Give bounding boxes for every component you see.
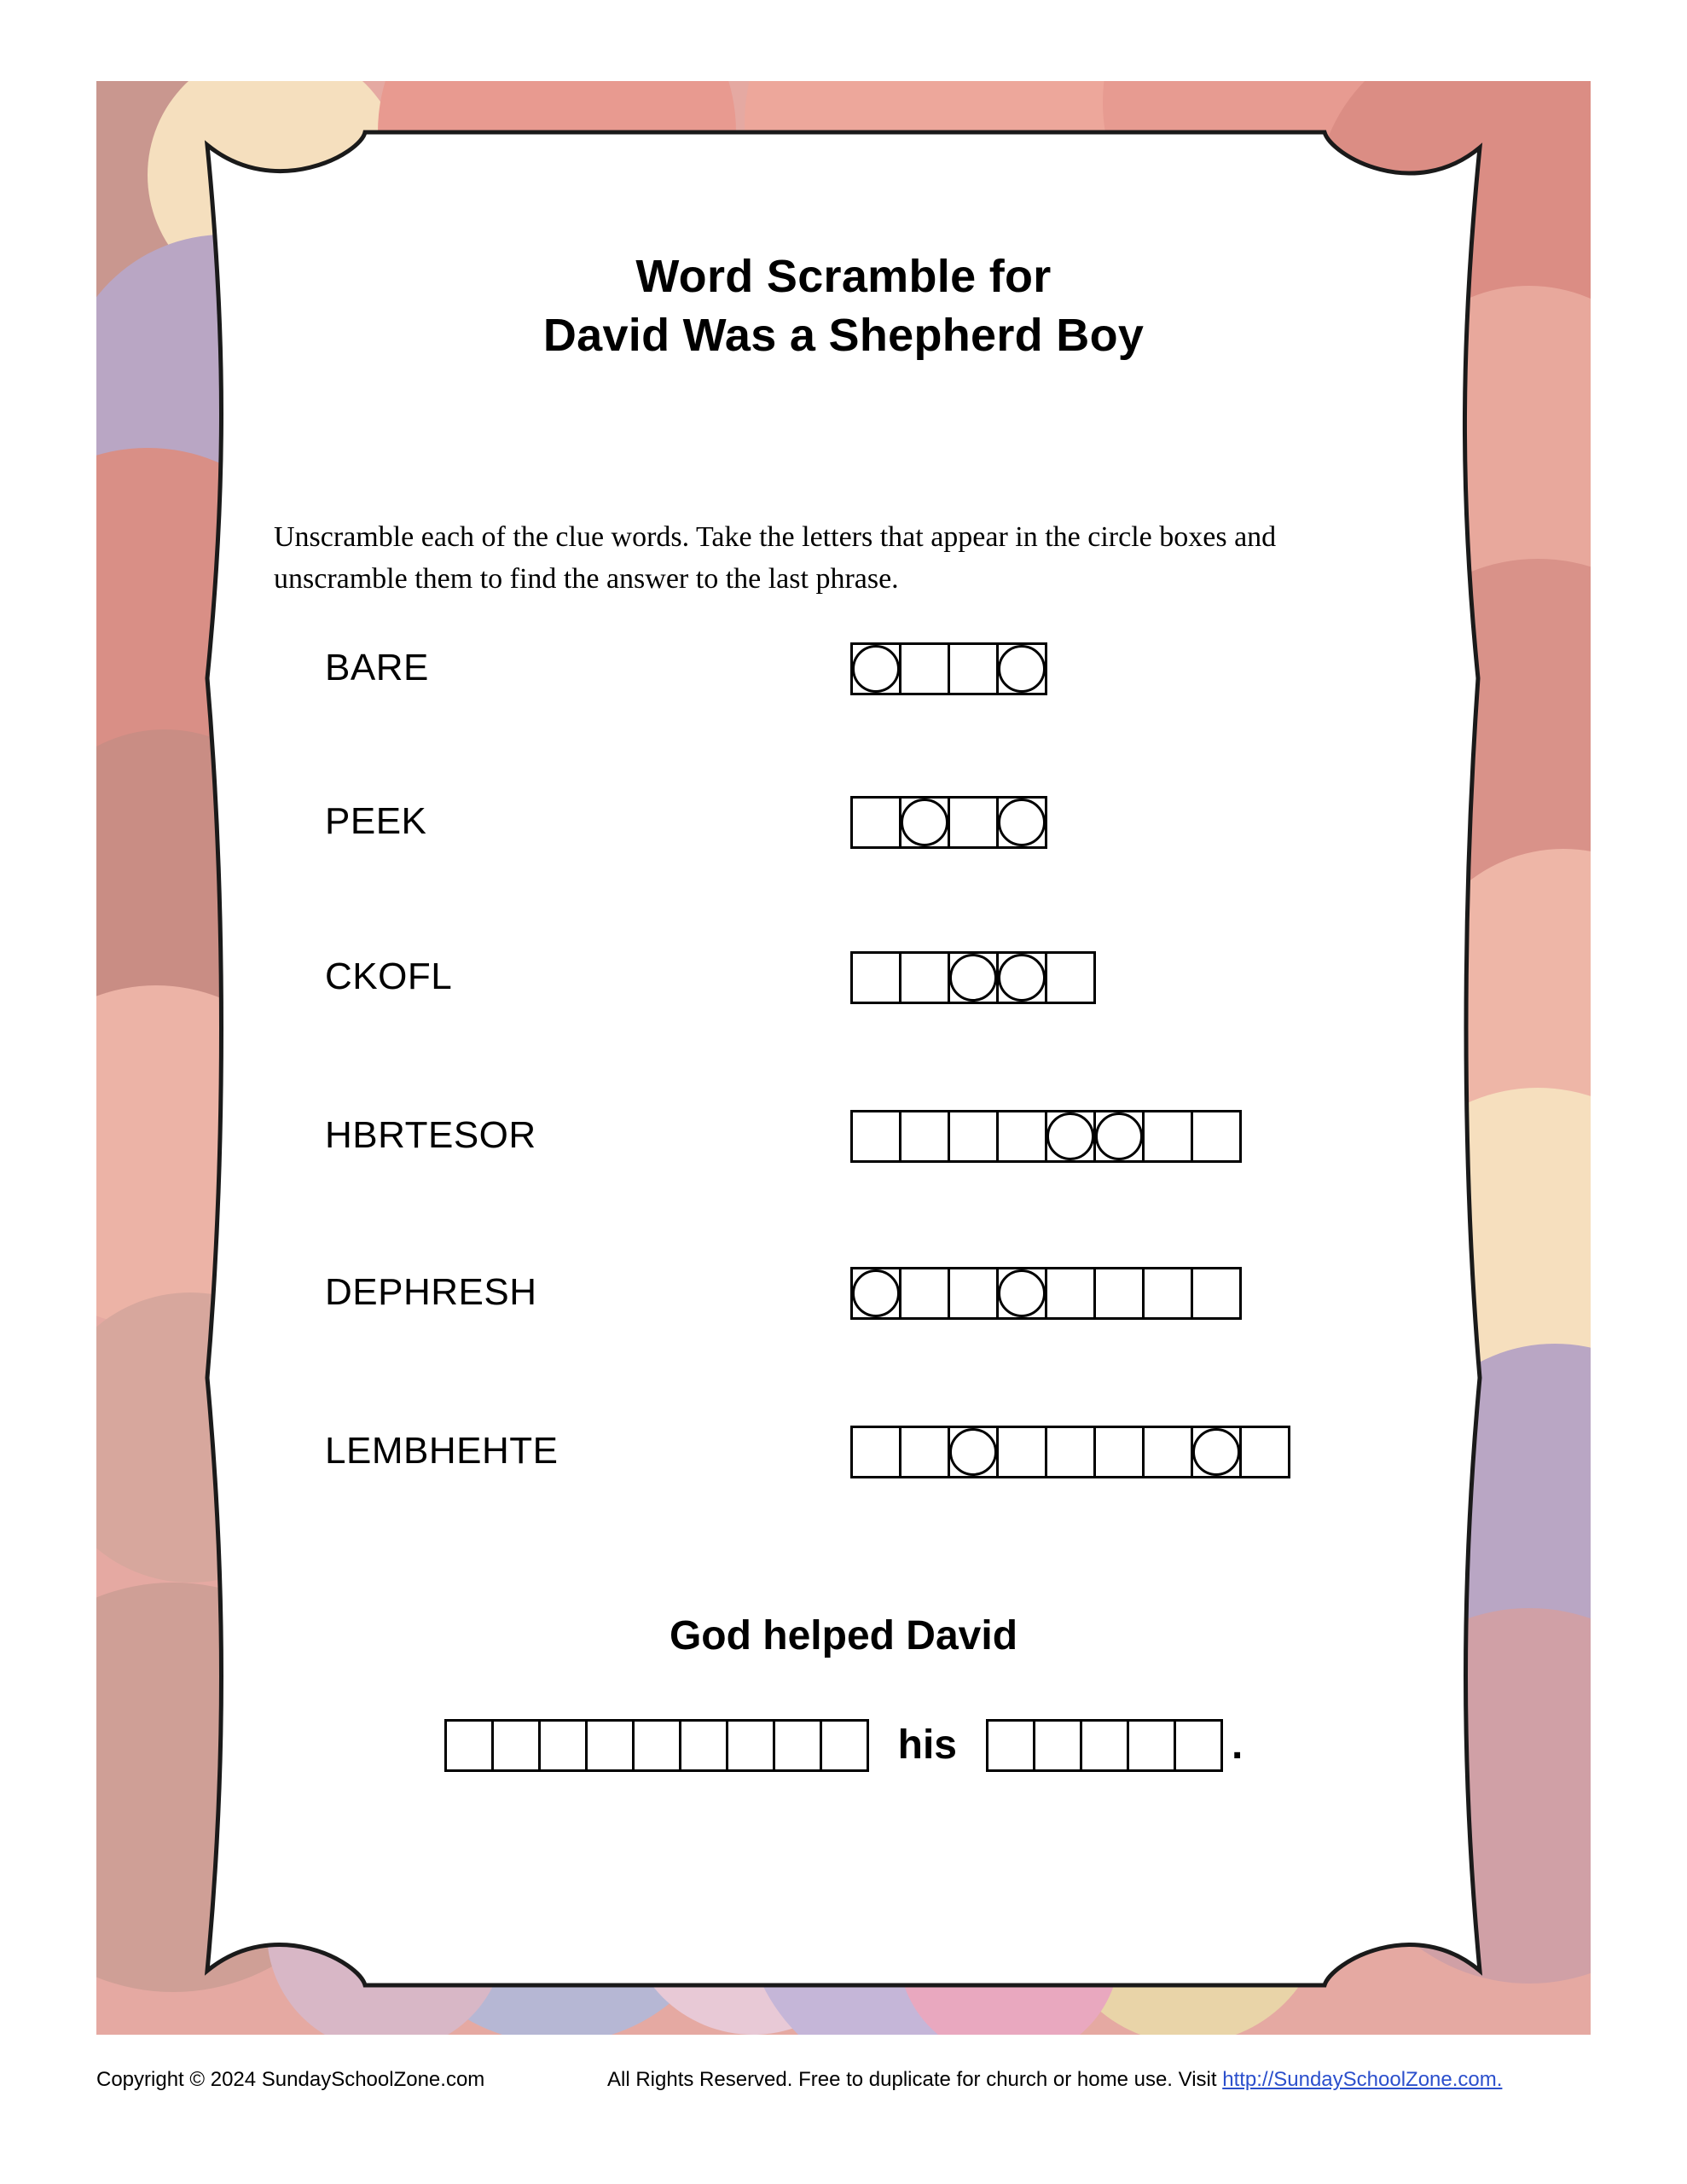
letter-cell[interactable] <box>948 796 999 849</box>
letter-cell[interactable] <box>1142 1267 1193 1320</box>
answer-blank-first <box>444 1719 869 1772</box>
letter-cell[interactable] <box>1142 1110 1193 1163</box>
letter-cell[interactable] <box>899 951 950 1004</box>
answer-cell[interactable] <box>726 1719 775 1772</box>
letter-cell[interactable] <box>1191 1110 1242 1163</box>
letter-cell[interactable] <box>1045 1426 1096 1478</box>
answer-cell[interactable] <box>538 1719 588 1772</box>
letter-cell[interactable] <box>899 642 950 695</box>
answer-cell[interactable] <box>773 1719 822 1772</box>
letter-cell[interactable] <box>1093 1267 1145 1320</box>
letter-cell[interactable] <box>850 1426 901 1478</box>
answer-cell[interactable] <box>1033 1719 1082 1772</box>
answer-cell[interactable] <box>986 1719 1035 1772</box>
answer-cell[interactable] <box>820 1719 869 1772</box>
clue-row <box>96 1112 1591 1171</box>
letter-cell[interactable] <box>1191 1426 1242 1478</box>
letter-cell[interactable] <box>948 951 999 1004</box>
letter-cell[interactable] <box>948 1426 999 1478</box>
answer-cell[interactable] <box>679 1719 728 1772</box>
letter-cell[interactable] <box>1142 1426 1193 1478</box>
answer-blank-second <box>986 1719 1223 1772</box>
clue-word: HBRTESOR <box>325 1114 536 1156</box>
letter-cell[interactable] <box>996 1110 1047 1163</box>
clue-boxes <box>850 796 1047 849</box>
clue-word: PEEK <box>325 800 427 842</box>
answer-cell[interactable] <box>444 1719 494 1772</box>
letter-cell[interactable] <box>996 1267 1047 1320</box>
letter-cell[interactable] <box>850 796 901 849</box>
clue-row <box>96 953 1591 1013</box>
clue-boxes <box>850 1110 1242 1163</box>
clue-word: DEPHRESH <box>325 1271 537 1313</box>
letter-cell[interactable] <box>1045 1110 1096 1163</box>
clue-word: CKOFL <box>325 956 453 997</box>
answer-middle-word: his <box>897 1722 957 1768</box>
worksheet-card <box>96 81 1591 2035</box>
letter-cell[interactable] <box>1239 1426 1290 1478</box>
clue-boxes <box>850 642 1047 695</box>
footer <box>0 2068 1687 2102</box>
clue-boxes <box>850 1426 1290 1478</box>
letter-cell[interactable] <box>1045 951 1096 1004</box>
answer-cell[interactable] <box>585 1719 635 1772</box>
answer-phrase: God helped David <box>669 1613 1018 1658</box>
letter-cell[interactable] <box>996 1426 1047 1478</box>
answer-cell[interactable] <box>1127 1719 1176 1772</box>
answer-line <box>96 1719 1591 1772</box>
letter-cell[interactable] <box>1093 1426 1145 1478</box>
instructions-text: Unscramble each of the clue words. Take the letters that appear in the circle boxes and unscramble them to find the answer to the last phrase. <box>274 521 1277 595</box>
letter-cell[interactable] <box>899 1267 950 1320</box>
title-line-1: Word Scramble for <box>635 251 1052 302</box>
letter-cell[interactable] <box>850 1267 901 1320</box>
letter-cell[interactable] <box>948 642 999 695</box>
clue-row <box>96 644 1591 704</box>
answer-period: . <box>1232 1722 1244 1768</box>
letter-cell[interactable] <box>996 642 1047 695</box>
letter-cell[interactable] <box>850 1110 901 1163</box>
answer-cell[interactable] <box>1174 1719 1223 1772</box>
page-title <box>96 247 1591 364</box>
clue-boxes <box>850 1267 1242 1320</box>
letter-cell[interactable] <box>1045 1267 1096 1320</box>
letter-cell[interactable] <box>948 1110 999 1163</box>
letter-cell[interactable] <box>850 951 901 1004</box>
footer-copyright: Copyright © 2024 SundaySchoolZone.com <box>96 2068 485 2091</box>
letter-cell[interactable] <box>899 1110 950 1163</box>
clue-word: LEMBHEHTE <box>325 1430 559 1472</box>
letter-cell[interactable] <box>996 796 1047 849</box>
footer-rights-text: All Rights Reserved. Free to duplicate for church or home use. Visit <box>607 2068 1223 2091</box>
title-line-2: David Was a Shepherd Boy <box>542 309 1145 361</box>
sundayschoolzone-link[interactable]: http://SundaySchoolZone.com. <box>1222 2068 1503 2091</box>
clue-row <box>96 1427 1591 1487</box>
clue-row <box>96 798 1591 857</box>
letter-cell[interactable] <box>996 951 1047 1004</box>
answer-cell[interactable] <box>1080 1719 1129 1772</box>
letter-cell[interactable] <box>1191 1267 1242 1320</box>
letter-cell[interactable] <box>899 796 950 849</box>
footer-rights <box>607 2068 1502 2092</box>
letter-cell[interactable] <box>899 1426 950 1478</box>
answer-cell[interactable] <box>632 1719 681 1772</box>
clue-row <box>96 1269 1591 1328</box>
letter-cell[interactable] <box>850 642 901 695</box>
letter-cell[interactable] <box>1093 1110 1145 1163</box>
letter-cell[interactable] <box>948 1267 999 1320</box>
clue-word: BARE <box>325 647 429 688</box>
answer-cell[interactable] <box>491 1719 541 1772</box>
clue-boxes <box>850 951 1096 1004</box>
